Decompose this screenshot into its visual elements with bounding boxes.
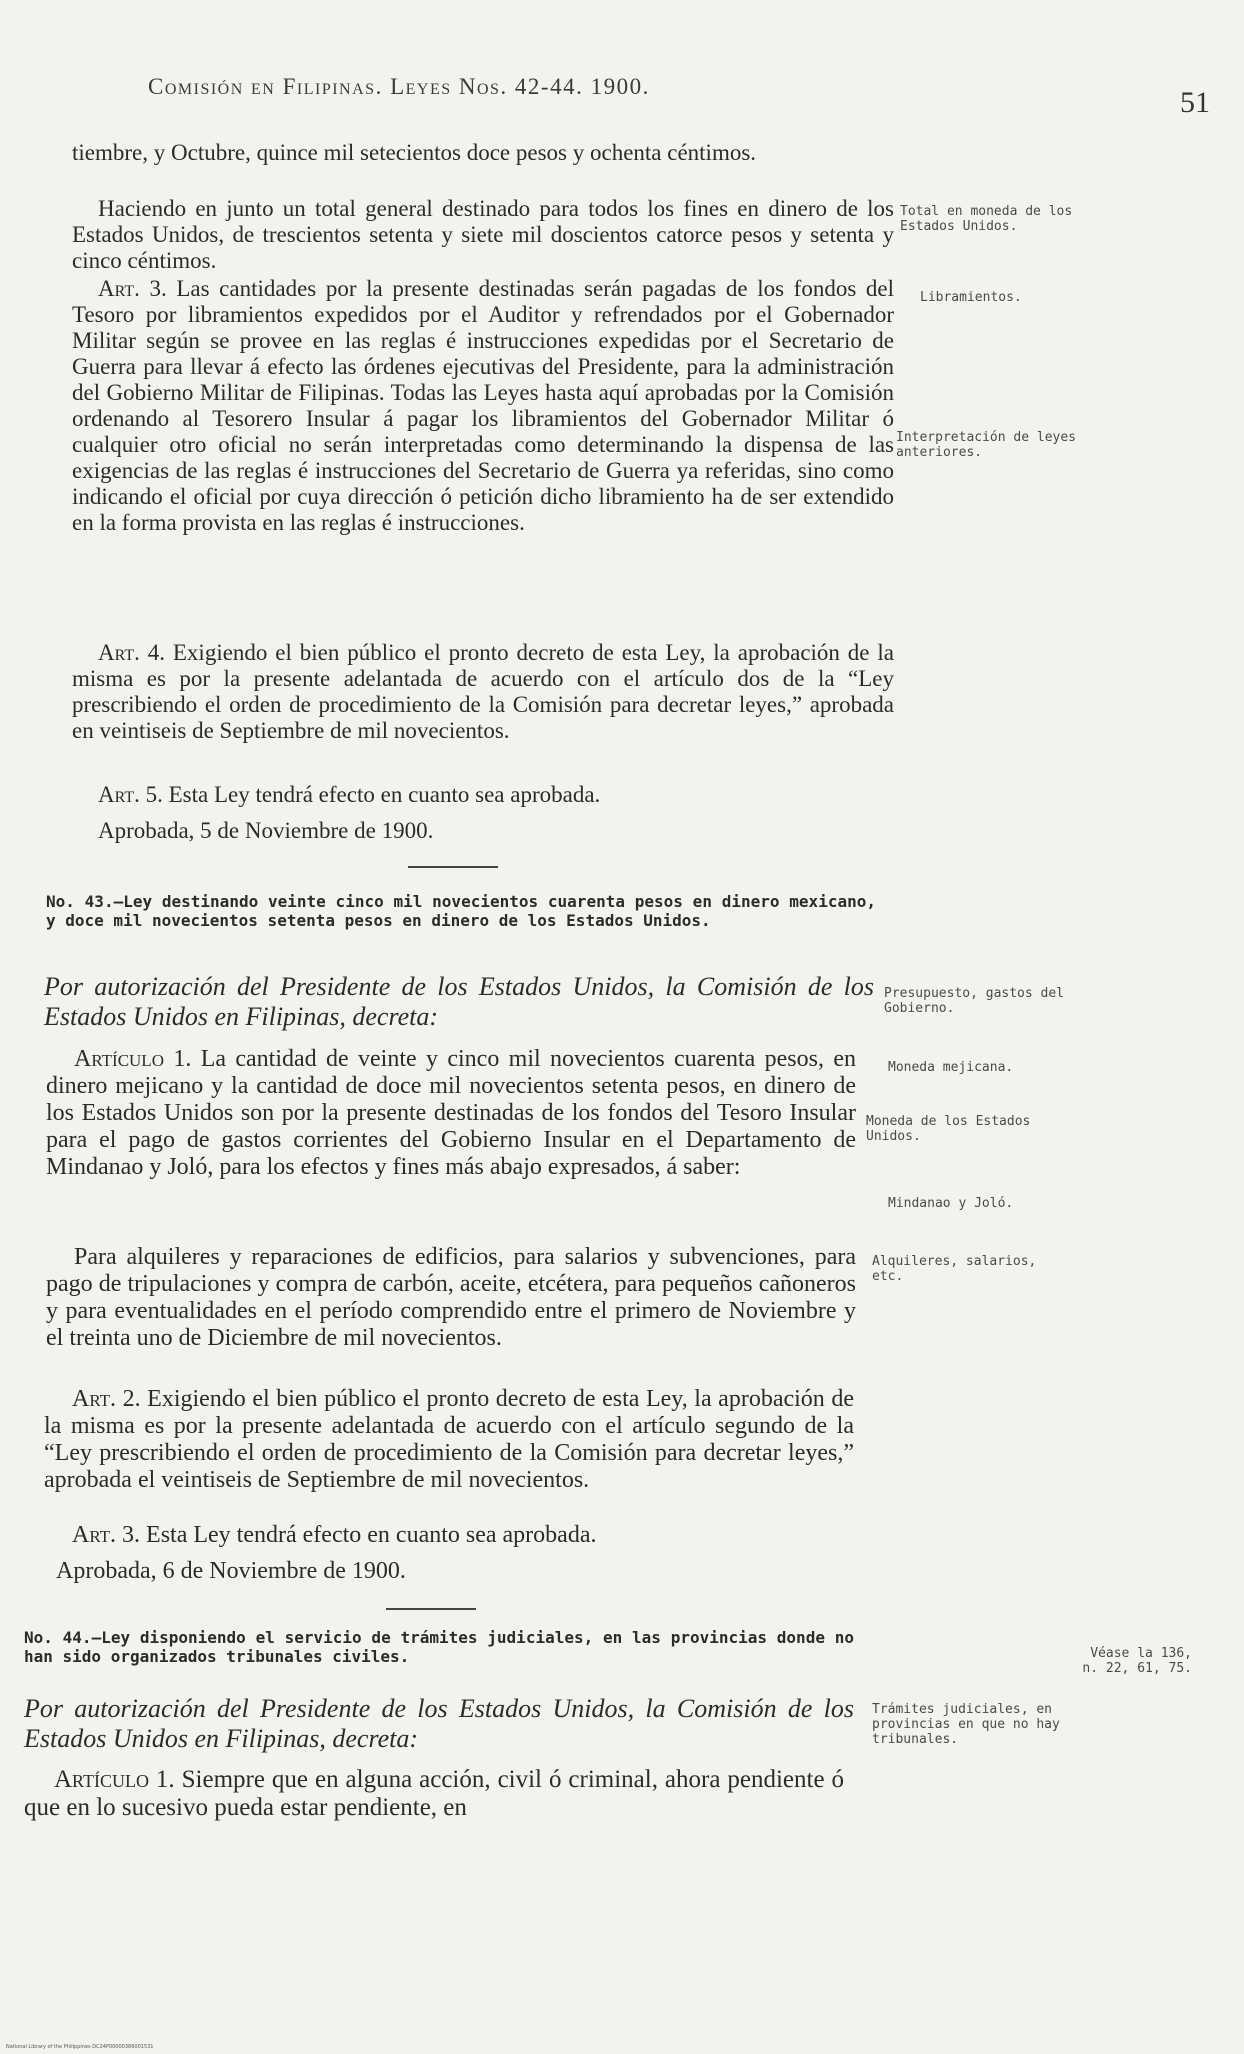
law43-article-1 (46, 1046, 856, 1181)
law42-paragraph-2 (72, 196, 894, 274)
law42-art3-label: Art. 3. (98, 276, 167, 301)
law43-approved: Aprobada, 6 de Noviembre de 1900. (56, 1558, 406, 1584)
margin-note-total: Total en moneda de los Estados Unidos. (900, 204, 1073, 234)
law44-article-1 (24, 1766, 844, 1822)
law43-art3-label: Art. 3. (72, 1522, 141, 1548)
law42-p2-text: Haciendo en junto un total general destinado para todos los fines en dinero de los Estados Unidos, de trescientos setenta y siete mil doscientos catorce pesos y setenta y cinco céntimos. (72, 196, 894, 273)
margin-note-moneda-mejicana: Moneda mejicana. (888, 1060, 1014, 1075)
law42-approved: Aprobada, 5 de Noviembre de 1900. (98, 818, 434, 843)
law43-art1-label: Artículo 1. (74, 1046, 192, 1072)
law43-article-2 (44, 1386, 854, 1494)
law44-art1-text: Siempre que en alguna acción, civil ó criminal, ahora pendiente ó que en lo sucesivo pueda estar pendiente, en (24, 1766, 845, 1821)
section-divider-2 (386, 1608, 476, 1610)
margin-note-moneda-eeuu: Moneda de los Estados Unidos. (866, 1114, 1031, 1144)
law44-heading-number: No. 44. (24, 1628, 92, 1647)
law43-heading (46, 892, 876, 930)
margin-note-presupuesto: Presupuesto, gastos del Gobierno. (884, 986, 1065, 1016)
law42-art5-text: Esta Ley tendrá efecto en cuanto sea aprobada. (168, 782, 601, 807)
law42-article-3 (72, 276, 894, 536)
running-title: Comisión en Filipinas. Leyes Nos. 42-44. 1900. (148, 74, 650, 99)
law43-art1-text: La cantidad de veinte y cinco mil novecientos cuarenta pesos, en dinero mejicano y la cantidad de doce mil novecientos setenta pesos, en dinero de los Estados Unidos son por la presente destinadas de los fondos del Tesoro Insular para el pago de gastos corrientes del Gobierno Insular en el Departamento de Mindanao y Joló, para los efectos y fines más abajo expresados, á saber: (46, 1046, 856, 1180)
law42-article-5 (72, 782, 894, 808)
law44-art1-label: Artículo 1. (54, 1766, 175, 1793)
law44-heading (24, 1628, 854, 1666)
page-number: 51 (1180, 86, 1210, 119)
law43-art3-text: Esta Ley tendrá efecto en cuanto sea aprobada. (146, 1522, 597, 1548)
margin-note-alquileres: Alquileres, salarios, etc. (872, 1254, 1037, 1284)
margin-note-libramientos: Libramientos. (920, 290, 1022, 305)
margin-note-vease: Véase la 136, n. 22, 61, 75. (1082, 1646, 1192, 1676)
law43-heading-text: —Ley destinando veinte cinco mil novecientos cuarenta pesos en dinero mexicano, y doce mil novecientos setenta pesos en dinero de los Estados Unidos. (46, 892, 876, 930)
law42-paragraph-1 (72, 140, 894, 166)
law42-article-4 (72, 640, 894, 744)
law44-preamble: Por autorización del Presidente de los Estados Unidos, la Comisión de los Estados Unidos en Filipinas, decreta: (24, 1694, 854, 1753)
margin-note-mindanao: Mindanao y Joló. (888, 1196, 1014, 1211)
library-stamp: National Library of the Philippines DC24P00000386001531 (6, 2044, 154, 2050)
law42-p1-text: tiembre, y Octubre, quince mil setecientos doce pesos y ochenta céntimos. (72, 140, 757, 165)
law42-art3-text: Las cantidades por la presente destinadas serán pagadas de los fondos del Tesoro por libramientos expedidos por el Auditor y refrendados por el Gobernador Militar según se provee en las reglas é instrucciones expedidas por el Secretario de Guerra para llevar á efecto las órdenes ejecutivas del Presidente, para la administración del Gobierno Militar de Filipinas. Todas las Leyes hasta aquí aprobadas por la Comisión ordenando al Tesorero Insular á pagar los libramientos del Gobernador Militar ó cualquier otro oficial no serán interpretadas como determinando la dispensa de las exigencias de las reglas é instrucciones del Secretario de Guerra ya referidas, sino como indicando el oficial por cuya dirección ó petición dicho libramiento ha de ser extendido en la forma provista en las reglas é instrucciones. (72, 276, 894, 535)
margin-note-tramites: Trámites judiciales, en provincias en que no hay tribunales. (872, 1702, 1060, 1747)
law44-heading-text: —Ley disponiendo el servicio de trámites judiciales, en las provincias donde no han sido organizados tribunales civiles. (24, 1628, 854, 1666)
margin-note-interpretacion: Interpretación de leyes anteriores. (896, 430, 1077, 460)
law43-article-3 (44, 1522, 854, 1549)
law43-heading-number: No. 43. (46, 892, 114, 911)
law43-art2-label: Art. 2. (72, 1386, 141, 1412)
law42-art4-label: Art. 4. (98, 640, 165, 665)
law43-art2-text: Exigiendo el bien público el pronto decreto de esta Ley, la aprobación de la misma es por la presente adelantada de acuerdo con el artículo segundo de la “Ley prescribiendo el orden de procedimiento de la Comisión para decretar leyes,” aprobada el veintiseis de Septiembre de mil novecientos. (44, 1386, 854, 1493)
law43-article-1-paragraph-2: Para alquileres y reparaciones de edificios, para salarios y subvenciones, para pago de tripulaciones y compra de carbón, aceite, etcétera, para pequeños cañoneros y para eventualidades en el período comprendido entre el primero de Noviembre y el treinta uno de Diciembre de mil novecientos. (46, 1244, 856, 1351)
section-divider (408, 866, 498, 868)
law42-art5-label: Art. 5. (98, 782, 163, 807)
law42-art4-text: Exigiendo el bien público el pronto decreto de esta Ley, la aprobación de la misma es por la presente adelantada de acuerdo con el artículo dos de la “Ley prescribiendo el orden de procedimiento de la Comisión para decretar leyes,” aprobada en veintiseis de Septiembre de mil novecientos. (72, 640, 894, 743)
law43-preamble: Por autorización del Presidente de los Estados Unidos, la Comisión de los Estados Unidos en Filipinas, decreta: (44, 972, 874, 1031)
